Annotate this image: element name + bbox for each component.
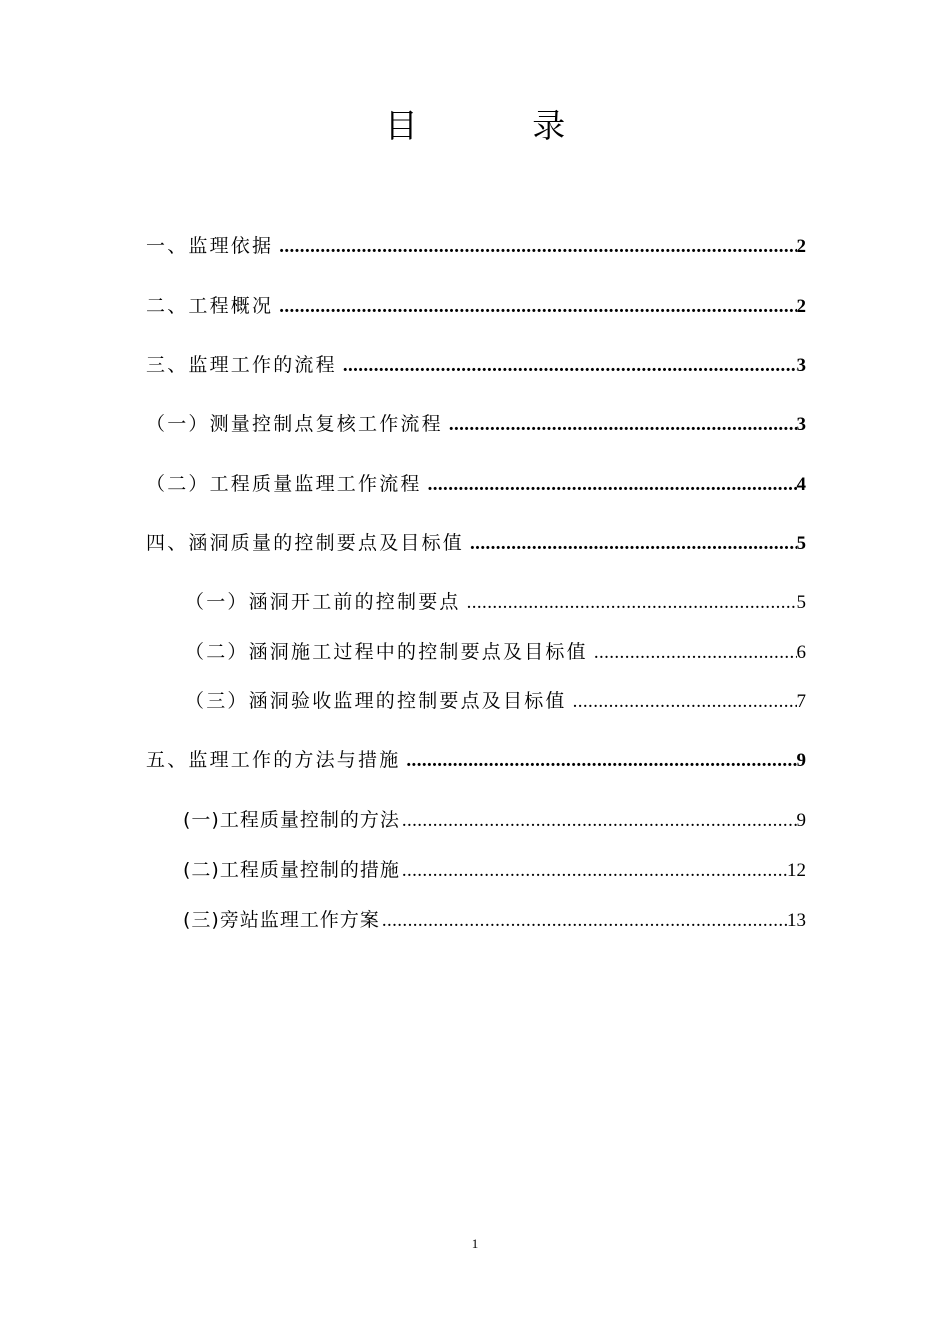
toc-entry-label: （一）测量控制点复核工作流程 [146, 413, 443, 435]
toc-entry-page: 12 [787, 860, 806, 881]
toc-entry-label: （一）涵洞开工前的控制要点 [185, 591, 461, 613]
toc-entry-label: （二）涵洞施工过程中的控制要点及目标值 [185, 641, 588, 663]
toc-entry-label: （三）涵洞验收监理的控制要点及目标值 [185, 690, 567, 712]
toc-dot-leader [402, 856, 787, 886]
toc-entry-monitoring-basis[interactable] [146, 231, 806, 261]
toc-entry-pre-construction[interactable] [185, 587, 806, 617]
toc-dot-leader [573, 687, 797, 717]
toc-dot-leader [279, 292, 796, 322]
toc-entry-side-station-plan[interactable] [183, 905, 806, 935]
toc-entry-methods-measures[interactable] [146, 745, 806, 775]
toc-dot-leader [406, 746, 796, 776]
toc-entry-page: 3 [796, 355, 806, 376]
toc-dot-leader [594, 638, 797, 668]
toc-dot-leader [449, 410, 797, 440]
toc-dot-leader [402, 806, 797, 836]
toc-entry-label: 三、监理工作的流程 [146, 354, 337, 376]
toc-entry-workflow[interactable] [146, 350, 806, 380]
toc-entry-construction-process[interactable] [185, 637, 806, 667]
toc-entry-page: 5 [796, 533, 806, 554]
toc-entry-page: 4 [796, 474, 806, 495]
toc-entry-page: 9 [796, 810, 806, 831]
footer-page-number: 1 [471, 1236, 479, 1251]
toc-entry-label: 四、涵洞质量的控制要点及目标值 [146, 532, 465, 554]
toc-entry-label: （二）工程质量监理工作流程 [146, 473, 422, 495]
toc-entry-quality-measures[interactable] [183, 855, 806, 885]
toc-dot-leader [470, 529, 796, 559]
toc-entry-culvert-quality-control[interactable] [146, 528, 806, 558]
toc-entry-page: 2 [796, 236, 806, 257]
toc-dot-leader [279, 232, 796, 262]
toc-dot-leader [382, 906, 787, 936]
toc-entry-quality-methods[interactable] [183, 805, 806, 835]
toc-entry-page: 2 [796, 296, 806, 317]
toc-entry-label: (三)旁站监理工作方案 [183, 909, 380, 931]
toc-entry-label: 一、监理依据 [146, 235, 274, 257]
toc-entry-survey-control-workflow[interactable] [146, 409, 806, 439]
toc-dot-leader [343, 351, 797, 381]
toc-entry-page: 6 [796, 642, 806, 663]
toc-entry-page: 3 [796, 414, 806, 435]
toc-entry-label: 二、工程概况 [146, 295, 274, 317]
toc-entry-page: 9 [796, 750, 806, 771]
page-title: 目 录 [384, 106, 618, 145]
toc-entry-acceptance[interactable] [185, 686, 806, 716]
toc-dot-leader [428, 470, 797, 500]
toc-entry-page: 7 [796, 691, 806, 712]
toc-entry-page: 13 [787, 910, 806, 931]
toc-entry-label: (一)工程质量控制的方法 [183, 809, 400, 831]
toc-entry-label: 五、监理工作的方法与措施 [146, 749, 401, 771]
toc-entry-project-overview[interactable] [146, 291, 806, 321]
toc-entry-label: (二)工程质量控制的措施 [183, 859, 400, 881]
toc-dot-leader [467, 588, 797, 618]
toc-entry-page: 5 [796, 592, 806, 613]
toc-entry-quality-workflow[interactable] [146, 469, 806, 499]
